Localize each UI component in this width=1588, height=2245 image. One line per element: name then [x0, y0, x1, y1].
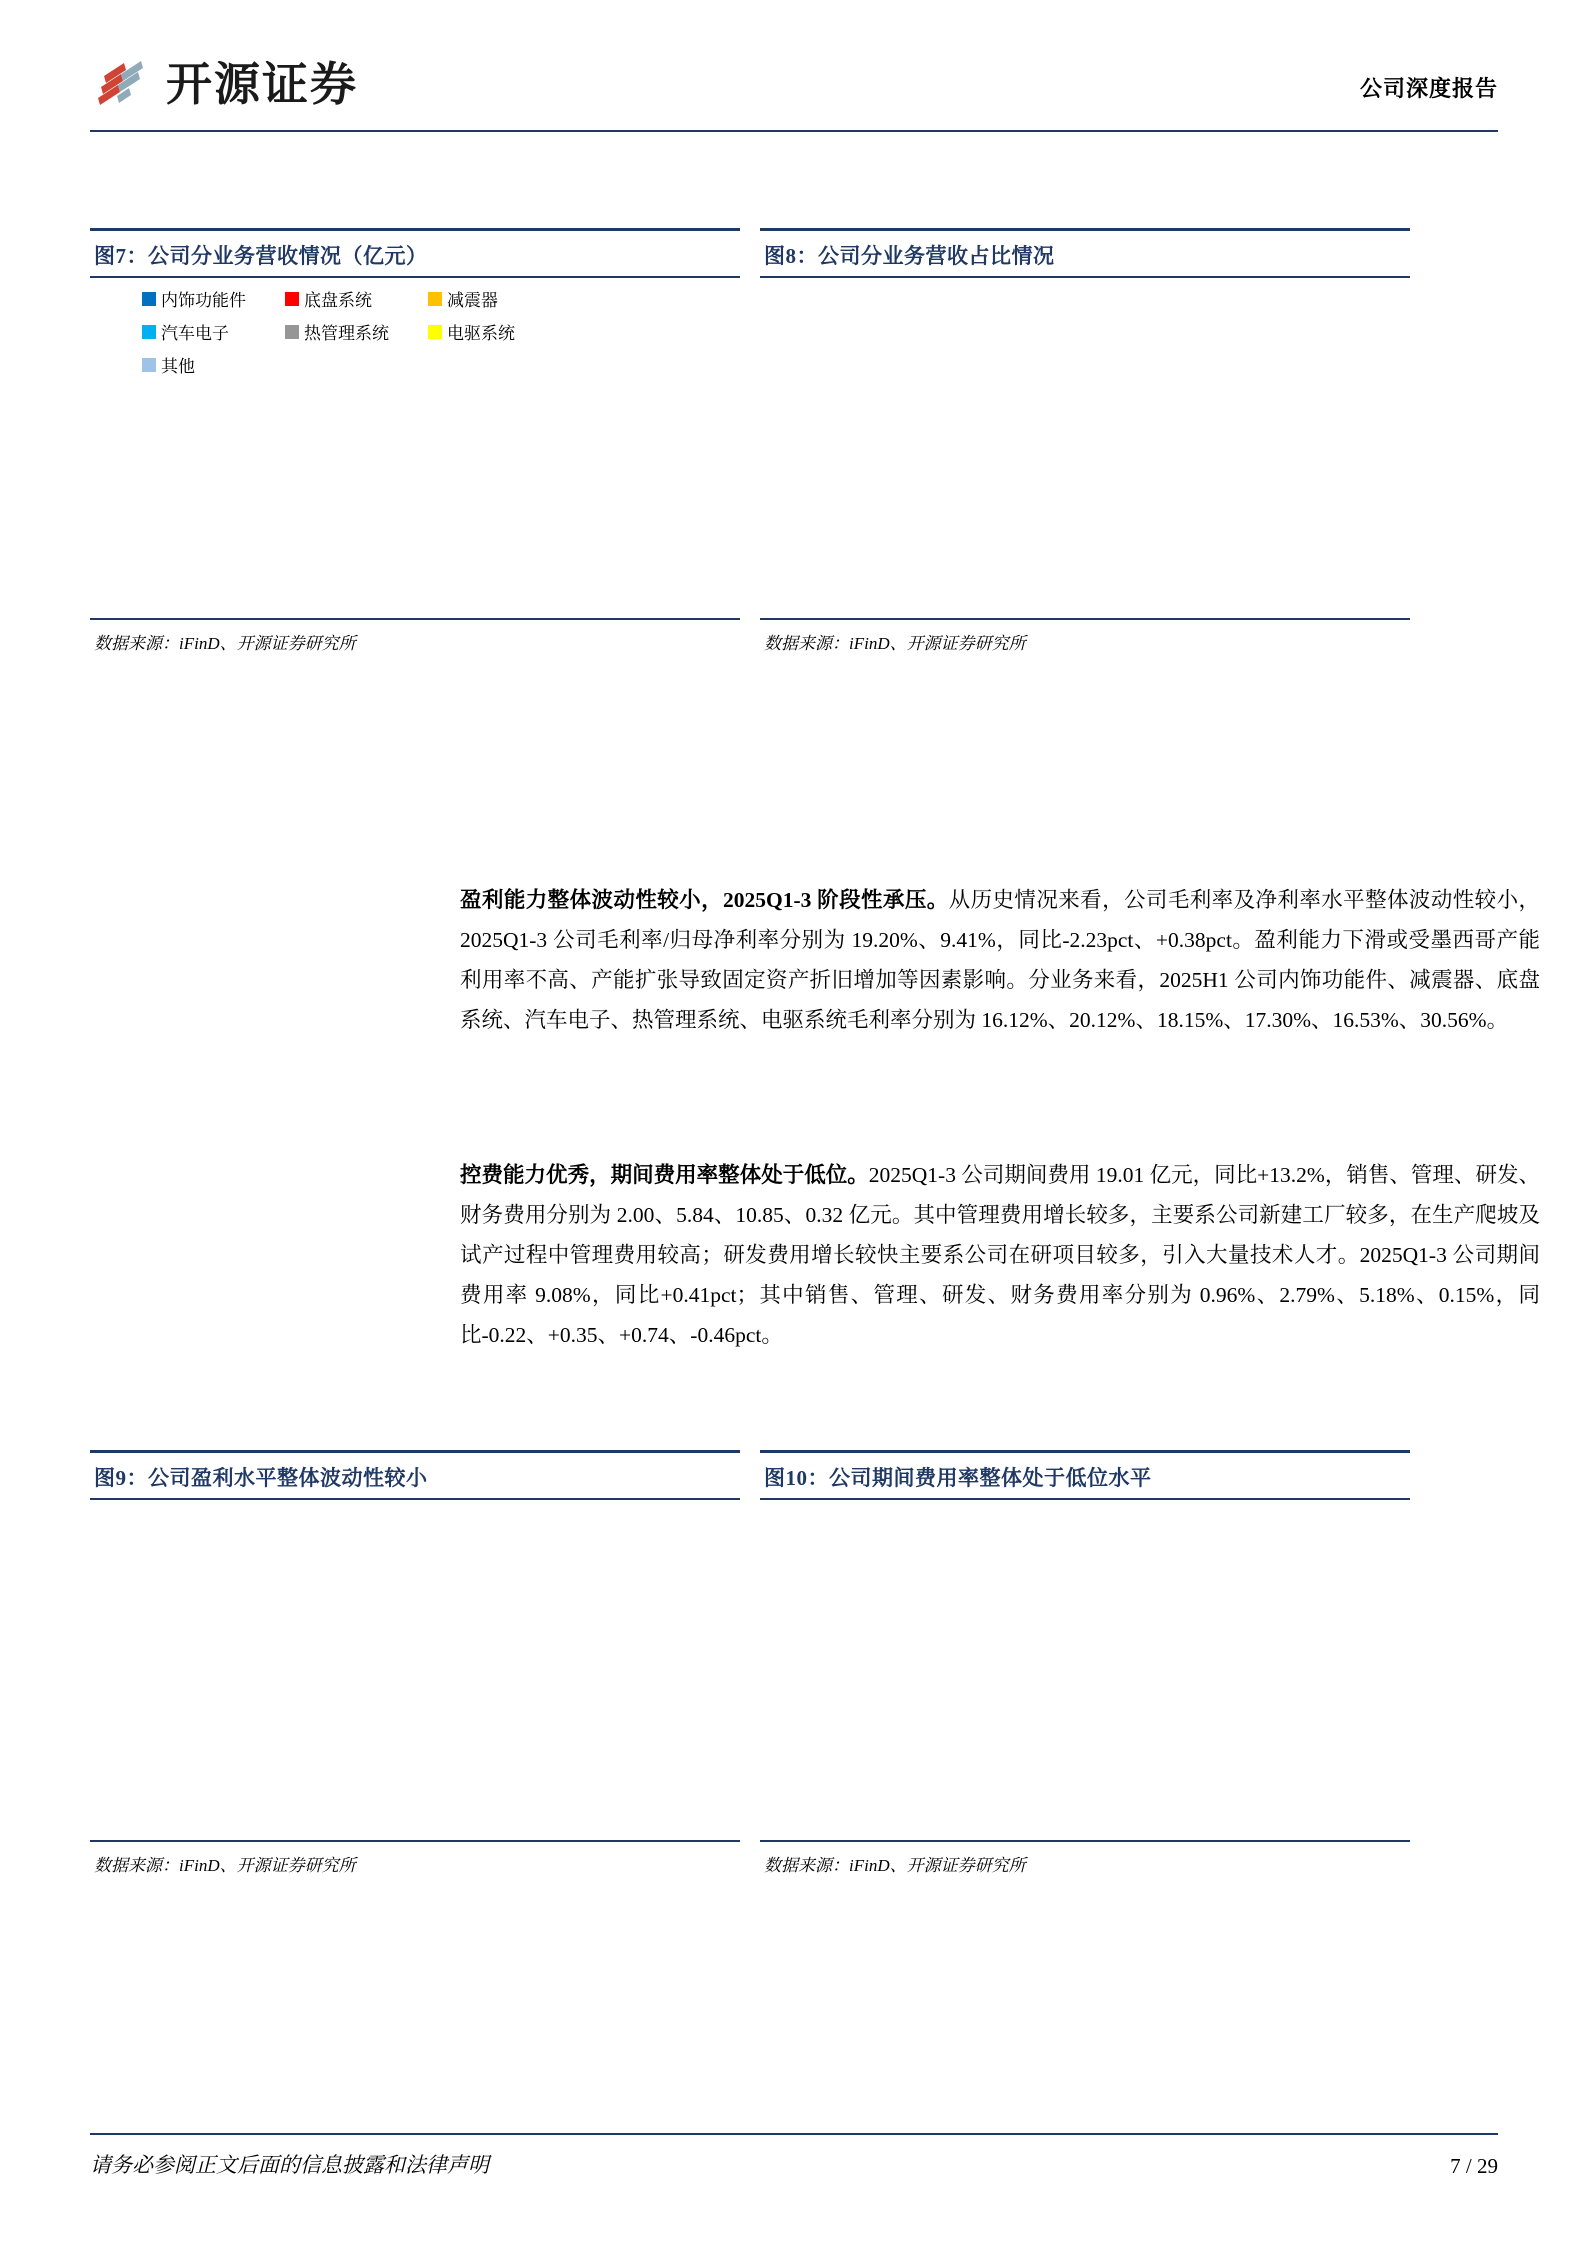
figure-7-title: 图7：公司分业务营收情况（亿元）: [94, 244, 428, 268]
figure-8-plot: [784, 360, 1394, 610]
legend-item: [428, 286, 571, 311]
legend-item: [142, 286, 285, 311]
legend-swatch-icon: [142, 292, 156, 306]
figure-9-title: 图9：公司盈利水平整体波动性较小: [94, 1466, 428, 1490]
figure-10: [760, 1450, 1410, 1876]
figure-10-body: [760, 1500, 1410, 1840]
page-header: [90, 30, 1498, 130]
figure-7-source: 数据来源：iFinD、开源证券研究所: [94, 634, 356, 653]
figure-9-body: [90, 1500, 740, 1840]
legend-swatch-icon: [142, 325, 156, 339]
figure-9-plot: [114, 1558, 724, 1833]
legend-swatch-icon: [285, 325, 299, 339]
legend-item: [428, 319, 571, 344]
legend-label: 其他: [161, 357, 195, 376]
figure-8-body: [760, 278, 1410, 618]
report-type-label: 公司深度报告: [1359, 76, 1498, 101]
figure-9: [90, 1450, 740, 1876]
paragraph-expense: [460, 1155, 1540, 1355]
figure-8-legend: [760, 278, 1242, 286]
figure-7-plot: [114, 360, 724, 610]
figure-8: [760, 228, 1410, 654]
logo-mark-icon: [90, 50, 152, 112]
brand-name: 开源证券: [166, 58, 358, 110]
footer-page-number: 7 / 29: [1450, 2154, 1498, 2178]
paragraph-profitability: [460, 880, 1540, 1040]
figure-8-title: 图8：公司分业务营收占比情况: [764, 244, 1055, 268]
footer-divider: [90, 2133, 1498, 2135]
paragraph-expense-lead: 控费能力优秀，期间费用率整体处于低位。: [460, 1163, 869, 1187]
paragraph-profitability-lead: 盈利能力整体波动性较小，2025Q1-3 阶段性承压。: [460, 888, 949, 912]
figure-10-title: 图10：公司期间费用率整体处于低位水平: [764, 1466, 1152, 1490]
brand-logo: [90, 48, 358, 114]
legend-item: [285, 286, 428, 311]
legend-swatch-icon: [428, 292, 442, 306]
legend-label: 热管理系统: [304, 324, 389, 343]
figure-10-source: 数据来源：iFinD、开源证券研究所: [764, 1856, 1026, 1875]
legend-label: 减震器: [447, 291, 498, 310]
legend-item: [285, 319, 428, 344]
footer-disclaimer: 请务必参阅正文后面的信息披露和法律声明: [90, 2153, 489, 2177]
figure-7-body: [90, 278, 740, 618]
legend-swatch-icon: [285, 292, 299, 306]
figure-10-plot: [784, 1584, 1394, 1834]
figure-8-source: 数据来源：iFinD、开源证券研究所: [764, 634, 1026, 653]
header-divider: [90, 130, 1498, 132]
paragraph-profitability-body: 从历史情况来看，公司毛利率及净利率水平整体波动性较小，2025Q1-3 公司毛利率/归母净利率分别为 19.20%、9.41%，同比-2.23pct、+0.38pct。盈利能力下滑或受墨西哥产能利用率不高、产能扩张导致固定资产折旧增加等因素影响。分业务来看，2025H1 公司内饰功能件、减震器、底盘系统、汽车电子、热管理系统、电驱系统毛利率分别为 16.12%、20.12%、18.15%、17.30%、16.53%、30.56%。: [460, 888, 1540, 1032]
legend-label: 汽车电子: [161, 324, 229, 343]
figure-9-source: 数据来源：iFinD、开源证券研究所: [94, 1856, 356, 1875]
legend-label: 电驱系统: [447, 324, 515, 343]
legend-label: 底盘系统: [304, 291, 372, 310]
legend-swatch-icon: [428, 325, 442, 339]
figure-9-legend: [90, 1500, 740, 1512]
figure-7: [90, 228, 740, 654]
legend-item: [142, 319, 285, 344]
paragraph-expense-body: 2025Q1-3 公司期间费用 19.01 亿元，同比+13.2%，销售、管理、研发、财务费用分别为 2.00、5.84、10.85、0.32 亿元。其中管理费用增长较多，主要系公司新建工厂较多，在生产爬坡及试产过程中管理费用较高；研发费用增长较快主要系公司在研项目较多，引入大量技术人才。2025Q1-3 公司期间费用率 9.08%，同比+0.41pct；其中销售、管理、研发、财务费用率分别为 0.96%、2.79%、5.18%、0.15%，同比-0.22、+0.35、+0.74、-0.46pct。: [460, 1163, 1540, 1347]
figure-10-legend: [760, 1500, 1396, 1510]
legend-label: 内饰功能件: [161, 291, 246, 310]
